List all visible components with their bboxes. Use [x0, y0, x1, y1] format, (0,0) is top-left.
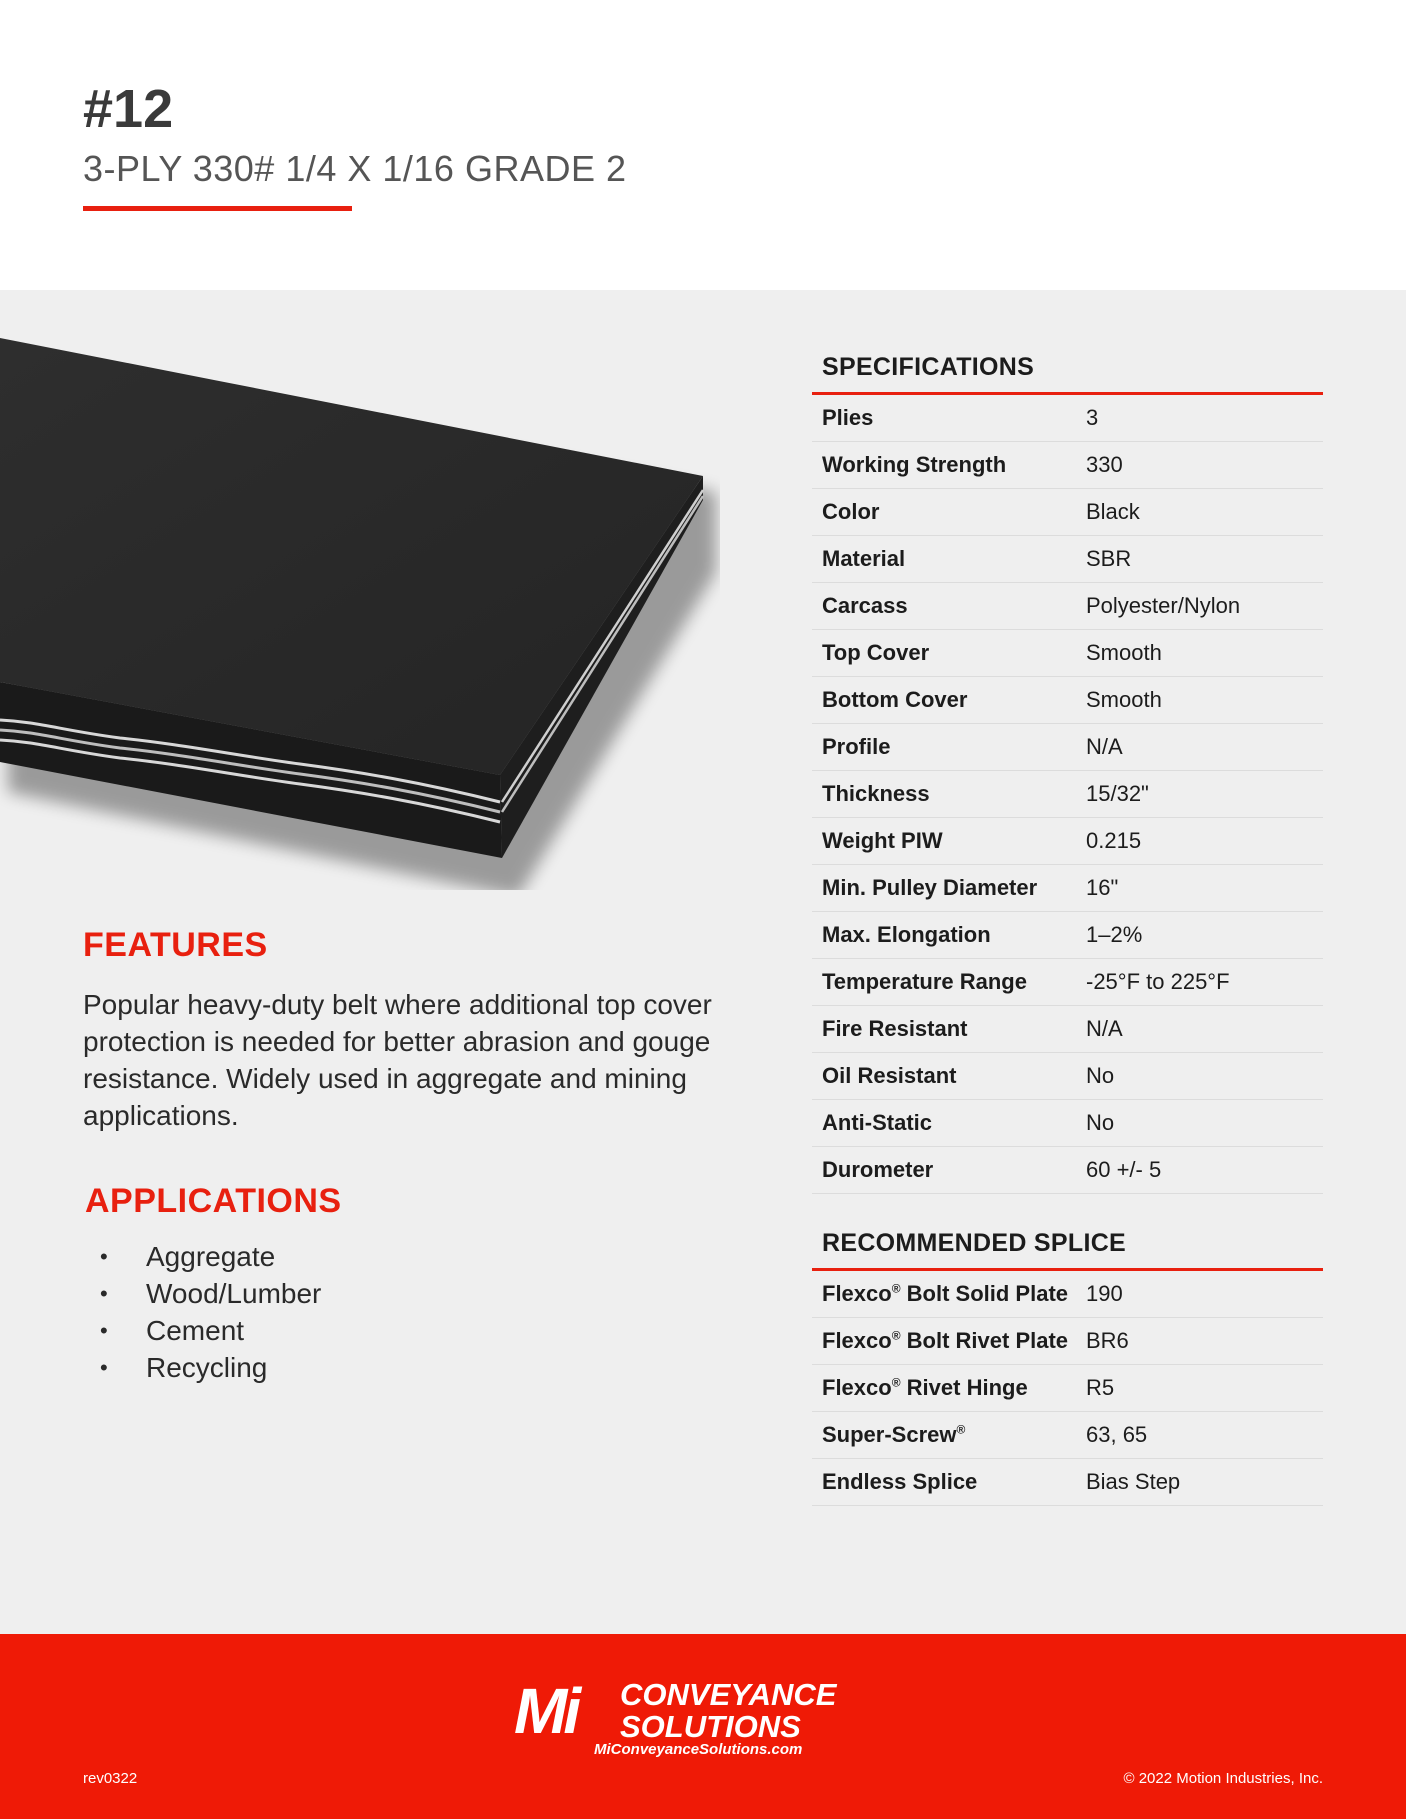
bullet-icon: • [100, 1244, 108, 1269]
spec-label: Working Strength [822, 452, 1007, 477]
splice-value: Bias Step [1086, 1469, 1181, 1494]
spec-value: 1–2% [1086, 922, 1143, 947]
copyright-notice: © 2022 Motion Industries, Inc. [1123, 1770, 1323, 1787]
bullet-icon: • [100, 1355, 108, 1380]
splice-label: Flexco® Bolt Solid Plate [822, 1281, 1069, 1306]
header-accent-rule [83, 206, 352, 211]
spec-value: 330 [1086, 452, 1123, 477]
spec-label: Durometer [822, 1157, 934, 1182]
spec-value: Polyester/Nylon [1086, 593, 1241, 618]
specifications-heading: SPECIFICATIONS [812, 353, 1323, 395]
list-item [100, 1238, 321, 1275]
applications-list [100, 1238, 321, 1386]
splice-value: 63, 65 [1086, 1422, 1148, 1447]
spec-label: Top Cover [822, 640, 930, 665]
spec-label: Weight PIW [822, 828, 943, 853]
spec-label: Material [822, 546, 906, 571]
table-row [812, 630, 1323, 677]
spec-label: Oil Resistant [822, 1063, 957, 1088]
spec-value: N/A [1086, 734, 1123, 759]
table-row [812, 1147, 1323, 1194]
table-row [812, 1412, 1323, 1459]
svg-text:SOLUTIONS: SOLUTIONS [620, 1709, 801, 1741]
table-row [812, 677, 1323, 724]
application-label: Cement [146, 1315, 245, 1346]
table-row [812, 912, 1323, 959]
spec-label: Thickness [822, 781, 930, 806]
table-row [812, 724, 1323, 771]
spec-value: SBR [1086, 546, 1132, 571]
product-number: #12 [83, 79, 174, 139]
spec-label: Min. Pulley Diameter [822, 875, 1038, 900]
spec-value: No [1086, 1110, 1115, 1135]
splice-label: Super-Screw® [822, 1422, 966, 1447]
company-logo [512, 1675, 902, 1741]
table-row [812, 959, 1323, 1006]
application-label: Wood/Lumber [146, 1278, 322, 1309]
spec-label: Bottom Cover [822, 687, 968, 712]
spec-value: 0.215 [1086, 828, 1142, 853]
table-row [812, 865, 1323, 912]
spec-value: -25°F to 225°F [1086, 969, 1230, 994]
list-item [100, 1349, 321, 1386]
spec-value: 60 +/- 5 [1086, 1157, 1162, 1182]
splice-value: BR6 [1086, 1328, 1129, 1353]
table-row [812, 1006, 1323, 1053]
table-row [812, 818, 1323, 865]
specifications-table [812, 353, 1323, 1194]
splice-heading: RECOMMENDED SPLICE [812, 1229, 1323, 1271]
table-row [812, 395, 1323, 442]
table-row [812, 1053, 1323, 1100]
website-link[interactable]: MiConveyanceSolutions.com [594, 1741, 803, 1758]
table-row [812, 771, 1323, 818]
applications-heading: APPLICATIONS [85, 1182, 342, 1220]
features-heading: FEATURES [83, 926, 268, 964]
spec-label: Fire Resistant [822, 1016, 968, 1041]
spec-value: 15/32" [1086, 781, 1149, 806]
svg-text:CONVEYANCE: CONVEYANCE [620, 1677, 837, 1712]
recommended-splice-table [812, 1229, 1323, 1506]
spec-value: N/A [1086, 1016, 1123, 1041]
table-row [812, 1459, 1323, 1506]
bullet-icon: • [100, 1318, 108, 1343]
spec-value: 3 [1086, 405, 1099, 430]
spec-label: Plies [822, 405, 874, 430]
table-row [812, 1365, 1323, 1412]
spec-label: Profile [822, 734, 891, 759]
table-row [812, 583, 1323, 630]
list-item [100, 1312, 321, 1349]
table-row [812, 489, 1323, 536]
splice-value: 190 [1086, 1281, 1123, 1306]
spec-value: Black [1086, 499, 1140, 524]
svg-text:Mi: Mi [514, 1675, 578, 1741]
spec-value: 16" [1086, 875, 1119, 900]
spec-value: Smooth [1086, 687, 1162, 712]
spec-value: No [1086, 1063, 1115, 1088]
spec-label: Anti-Static [822, 1110, 932, 1135]
application-label: Aggregate [146, 1241, 276, 1272]
table-row [812, 1271, 1323, 1318]
spec-value: Smooth [1086, 640, 1162, 665]
features-description: Popular heavy-duty belt where additional top cover protection is needed for better abrasion and gouge resistance. Widely used in aggregate and mining applications. [83, 989, 712, 1131]
table-row [812, 536, 1323, 583]
revision-code: rev0322 [83, 1770, 138, 1787]
spec-label: Max. Elongation [822, 922, 991, 947]
spec-label: Carcass [822, 593, 908, 618]
conveyor-belt-image [0, 330, 720, 890]
table-row [812, 442, 1323, 489]
spec-label: Temperature Range [822, 969, 1027, 994]
splice-label: Endless Splice [822, 1469, 978, 1494]
splice-value: R5 [1086, 1375, 1115, 1400]
table-row [812, 1100, 1323, 1147]
list-item [100, 1275, 321, 1312]
application-label: Recycling [146, 1352, 268, 1383]
product-subtitle: 3-PLY 330# 1/4 X 1/16 GRADE 2 [83, 148, 627, 189]
table-row [812, 1318, 1323, 1365]
spec-label: Color [822, 499, 880, 524]
bullet-icon: • [100, 1281, 108, 1306]
splice-label: Flexco® Rivet Hinge [822, 1375, 1028, 1400]
splice-label: Flexco® Bolt Rivet Plate [822, 1328, 1069, 1353]
